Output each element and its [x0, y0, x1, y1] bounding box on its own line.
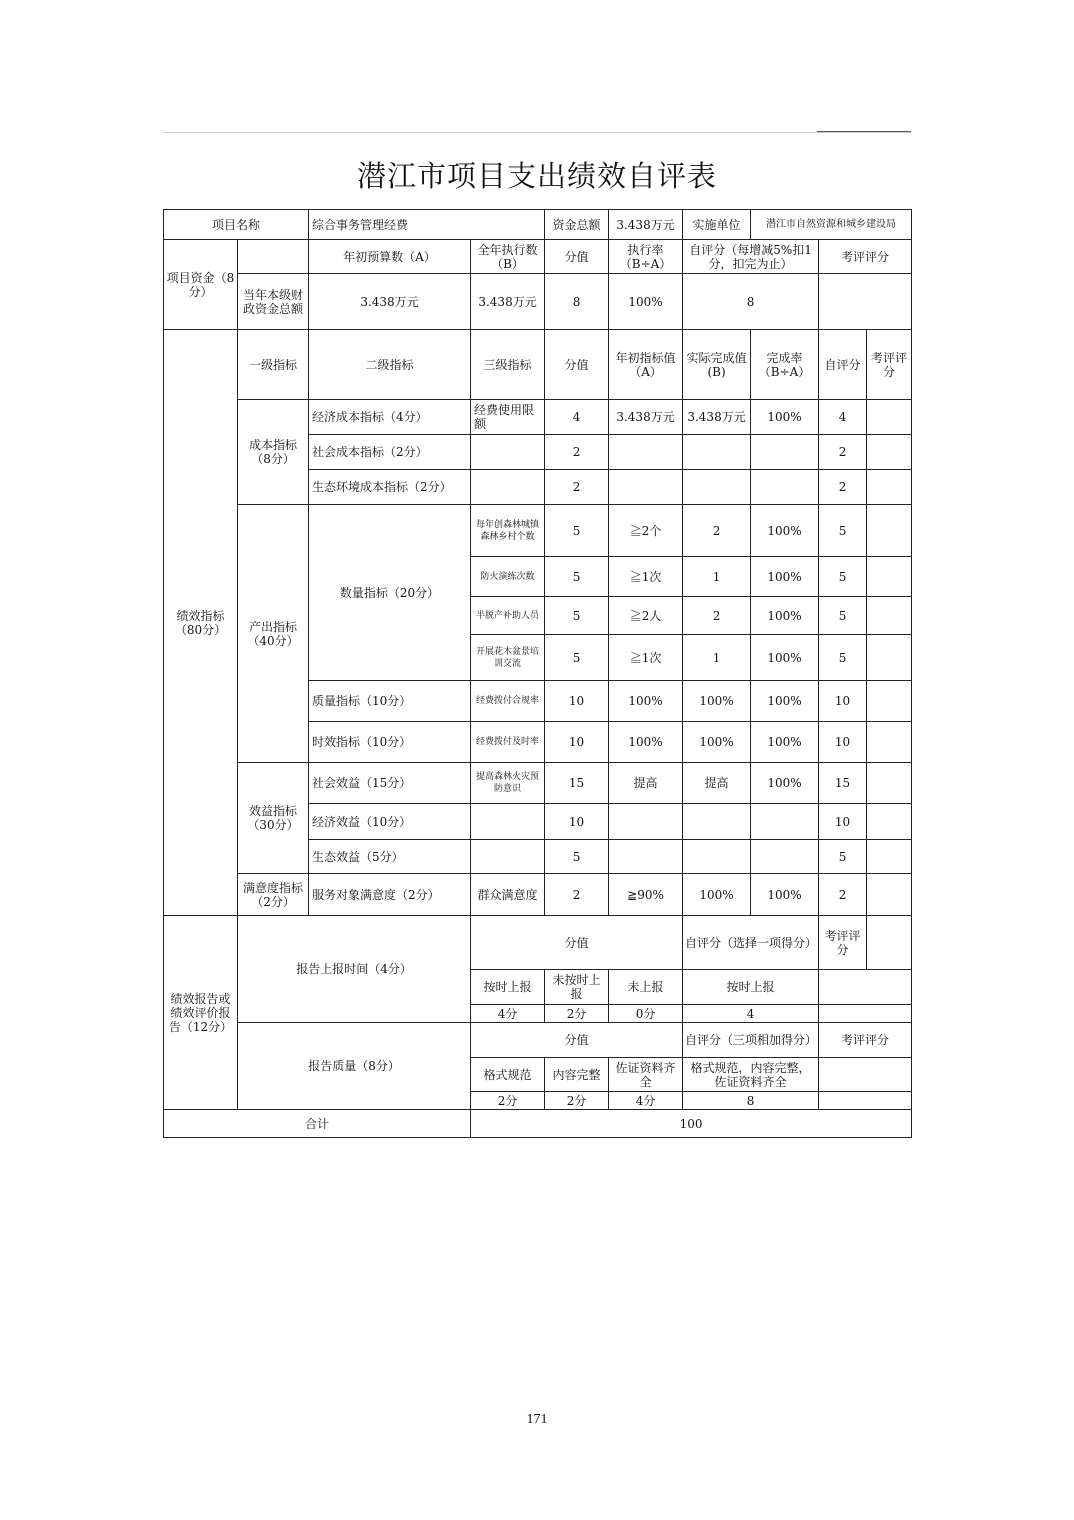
quality-option: 内容完整	[545, 1058, 609, 1092]
score-cell: 10	[545, 681, 609, 722]
time-self-choice: 按时上报	[683, 970, 819, 1005]
self-cell: 2	[819, 435, 867, 470]
target-cell: 3.438万元	[609, 400, 683, 435]
actual-cell: 100%	[683, 681, 751, 722]
time-option: 按时上报	[471, 970, 545, 1005]
perf-col-actual: 实际完成值(B)	[683, 330, 751, 400]
l2-cell: 经济成本指标（4分）	[309, 400, 471, 435]
review-cell	[867, 470, 912, 505]
time-review-cell	[819, 970, 912, 1005]
group-cost: 成本指标（8分）	[238, 400, 309, 505]
funds-score: 8	[545, 274, 609, 330]
score-cell: 2	[545, 874, 609, 916]
target-cell	[609, 804, 683, 840]
report-quality-label: 报告质量（8分）	[238, 1023, 471, 1110]
funds-row-label: 当年本级财政资金总额	[238, 274, 309, 330]
report-time-review-label: 考评评分	[819, 916, 867, 970]
rate-cell: 100%	[751, 874, 819, 916]
target-cell: 100%	[609, 681, 683, 722]
l3-cell: 防火演练次数	[471, 557, 545, 597]
funds-self: 8	[683, 274, 819, 330]
rate-cell: 100%	[751, 722, 819, 763]
report-quality-review-label: 考评评分	[819, 1023, 912, 1058]
funds-rate: 100%	[609, 274, 683, 330]
group-satisfaction: 满意度指标（2分）	[238, 874, 309, 916]
target-cell: 100%	[609, 722, 683, 763]
fund-total-label: 资金总额	[545, 210, 609, 240]
report-section-label: 绩效报告或绩效评价报告（12分）	[164, 916, 238, 1110]
score-cell: 4	[545, 400, 609, 435]
time-self-score: 4	[683, 1005, 819, 1023]
l3-cell: 经费使用限额	[471, 400, 545, 435]
col-score: 分值	[545, 240, 609, 274]
l3-cell	[471, 435, 545, 470]
col-exec: 全年执行数（B）	[471, 240, 545, 274]
evaluation-sheet	[163, 132, 911, 1138]
l2-cell: 生态效益（5分）	[309, 840, 471, 874]
score-cell: 15	[545, 763, 609, 804]
l3-cell: 群众满意度	[471, 874, 545, 916]
review-cell	[867, 597, 912, 635]
unit-value: 潜江市自然资源和城乡建设局	[751, 210, 912, 240]
target-cell: ≧90%	[609, 874, 683, 916]
review-cell	[867, 400, 912, 435]
report-time-score-label: 分值	[471, 916, 683, 970]
rate-cell	[751, 804, 819, 840]
l3-cell: 经费拨付及时率	[471, 722, 545, 763]
l2-cell: 服务对象满意度（2分）	[309, 874, 471, 916]
l3-cell	[471, 804, 545, 840]
self-cell: 5	[819, 840, 867, 874]
self-cell: 10	[819, 804, 867, 840]
self-cell: 15	[819, 763, 867, 804]
col-rate: 执行率（B÷A）	[609, 240, 683, 274]
perf-section-label: 绩效指标（80分）	[164, 330, 238, 916]
perf-col-target: 年初指标值（A）	[609, 330, 683, 400]
report-quality-header-row	[164, 1023, 912, 1058]
target-cell: ≧2个	[609, 505, 683, 557]
review-cell	[867, 722, 912, 763]
actual-cell: 2	[683, 505, 751, 557]
score-cell: 10	[545, 804, 609, 840]
total-label: 合计	[164, 1110, 471, 1138]
review-cell	[867, 874, 912, 916]
self-cell: 10	[819, 681, 867, 722]
self-cell: 5	[819, 505, 867, 557]
col-self: 自评分（每增减5%扣1分，扣完为止）	[683, 240, 819, 274]
self-cell: 2	[819, 470, 867, 505]
quality-option: 佐证资料齐全	[609, 1058, 683, 1092]
quality-review-cell	[819, 1058, 912, 1092]
group-output: 产出指标（40分）	[238, 505, 309, 763]
perf-col-score: 分值	[545, 330, 609, 400]
target-cell	[609, 840, 683, 874]
table-row	[164, 763, 912, 804]
fund-total-value: 3.438万元	[609, 210, 683, 240]
funds-empty-cell	[238, 240, 309, 274]
quality-score: 2分	[545, 1092, 609, 1110]
rate-cell	[751, 840, 819, 874]
review-cell	[867, 804, 912, 840]
target-cell: 提高	[609, 763, 683, 804]
time-score: 0分	[609, 1005, 683, 1023]
review-cell	[867, 681, 912, 722]
actual-cell	[683, 804, 751, 840]
report-quality-score-label: 分值	[471, 1023, 683, 1058]
score-cell: 5	[545, 635, 609, 681]
perf-col-l2: 二级指标	[309, 330, 471, 400]
actual-cell	[683, 470, 751, 505]
quality-self-choice: 格式规范，内容完整，佐证资料齐全	[683, 1058, 819, 1092]
perf-col-l1: 一级指标	[238, 330, 309, 400]
review-cell	[867, 763, 912, 804]
actual-cell: 100%	[683, 874, 751, 916]
evaluation-table	[163, 209, 912, 1138]
report-time-review-empty	[867, 916, 912, 970]
l2-cell: 生态环境成本指标（2分）	[309, 470, 471, 505]
project-name-value: 综合事务管理经费	[309, 210, 545, 240]
review-cell	[867, 840, 912, 874]
page-title: 潜江市项目支出绩效自评表	[356, 158, 717, 193]
rate-cell	[751, 435, 819, 470]
quality-score: 4分	[609, 1092, 683, 1110]
report-time-header-row	[164, 916, 912, 970]
col-budget: 年初预算数（A）	[309, 240, 471, 274]
title-area	[163, 132, 911, 209]
report-time-label: 报告上报时间（4分）	[238, 916, 471, 1023]
perf-col-self: 自评分	[819, 330, 867, 400]
review-cell	[867, 557, 912, 597]
rate-cell: 100%	[751, 681, 819, 722]
rate-cell: 100%	[751, 597, 819, 635]
perf-col-rate: 完成率（B÷A）	[751, 330, 819, 400]
time-score: 4分	[471, 1005, 545, 1023]
target-cell: ≧1次	[609, 635, 683, 681]
time-score: 2分	[545, 1005, 609, 1023]
funds-header-row	[164, 240, 912, 274]
l2-cell: 经济效益（10分）	[309, 804, 471, 840]
page-number: 171	[526, 1412, 548, 1427]
rate-cell: 100%	[751, 635, 819, 681]
top-rule	[817, 131, 911, 132]
l2-cell: 数量指标（20分）	[309, 505, 471, 681]
self-cell: 5	[819, 597, 867, 635]
table-row	[164, 505, 912, 557]
l3-cell: 每年创森林城镇森林乡村个数	[471, 505, 545, 557]
actual-cell	[683, 840, 751, 874]
l3-cell: 提高森林火灾预防意识	[471, 763, 545, 804]
l2-cell: 社会成本指标（2分）	[309, 435, 471, 470]
l2-cell: 社会效益（15分）	[309, 763, 471, 804]
group-benefit: 效益指标（30分）	[238, 763, 309, 874]
review-cell	[867, 435, 912, 470]
actual-cell: 提高	[683, 763, 751, 804]
self-cell: 5	[819, 557, 867, 597]
l3-cell: 开展花木盆景培训交流	[471, 635, 545, 681]
time-review-score	[819, 1005, 912, 1023]
review-cell	[867, 635, 912, 681]
perf-header-row	[164, 330, 912, 400]
actual-cell: 1	[683, 557, 751, 597]
unit-label: 实施单位	[683, 210, 751, 240]
total-value: 100	[471, 1110, 912, 1138]
funds-section-label: 项目资金（8分）	[164, 240, 238, 330]
l3-cell	[471, 840, 545, 874]
rate-cell: 100%	[751, 557, 819, 597]
target-cell	[609, 435, 683, 470]
perf-col-review: 考评评分	[867, 330, 912, 400]
actual-cell: 1	[683, 635, 751, 681]
score-cell: 5	[545, 840, 609, 874]
project-name-label: 项目名称	[164, 210, 309, 240]
quality-option: 格式规范	[471, 1058, 545, 1092]
total-row	[164, 1110, 912, 1138]
rate-cell: 100%	[751, 763, 819, 804]
perf-col-l3: 三级指标	[471, 330, 545, 400]
l3-cell	[471, 470, 545, 505]
time-option: 未按时上报	[545, 970, 609, 1005]
self-cell: 2	[819, 874, 867, 916]
score-cell: 10	[545, 722, 609, 763]
actual-cell	[683, 435, 751, 470]
quality-self-score: 8	[683, 1092, 819, 1110]
quality-score: 2分	[471, 1092, 545, 1110]
actual-cell: 2	[683, 597, 751, 635]
self-cell: 4	[819, 400, 867, 435]
actual-cell: 100%	[683, 722, 751, 763]
l3-cell: 半脱产补助人员	[471, 597, 545, 635]
funds-budget: 3.438万元	[309, 274, 471, 330]
table-row	[164, 874, 912, 916]
self-cell: 10	[819, 722, 867, 763]
time-option: 未上报	[609, 970, 683, 1005]
self-cell: 5	[819, 635, 867, 681]
rate-cell: 100%	[751, 400, 819, 435]
target-cell	[609, 470, 683, 505]
actual-cell: 3.438万元	[683, 400, 751, 435]
score-cell: 5	[545, 505, 609, 557]
score-cell: 5	[545, 557, 609, 597]
header-row	[164, 210, 912, 240]
l2-cell: 时效指标（10分）	[309, 722, 471, 763]
review-cell	[867, 505, 912, 557]
score-cell: 2	[545, 435, 609, 470]
col-review: 考评评分	[819, 240, 912, 274]
report-quality-self-label: 自评分（三项相加得分）	[683, 1023, 819, 1058]
funds-data-row	[164, 274, 912, 330]
target-cell: ≧2人	[609, 597, 683, 635]
rate-cell	[751, 470, 819, 505]
report-time-self-label: 自评分（选择一项得分）	[683, 916, 819, 970]
score-cell: 2	[545, 470, 609, 505]
funds-exec: 3.438万元	[471, 274, 545, 330]
l2-cell: 质量指标（10分）	[309, 681, 471, 722]
quality-review-score	[819, 1092, 912, 1110]
score-cell: 5	[545, 597, 609, 635]
funds-review	[819, 274, 912, 330]
table-row	[164, 400, 912, 435]
target-cell: ≧1次	[609, 557, 683, 597]
l3-cell: 经费拨付合规率	[471, 681, 545, 722]
rate-cell: 100%	[751, 505, 819, 557]
